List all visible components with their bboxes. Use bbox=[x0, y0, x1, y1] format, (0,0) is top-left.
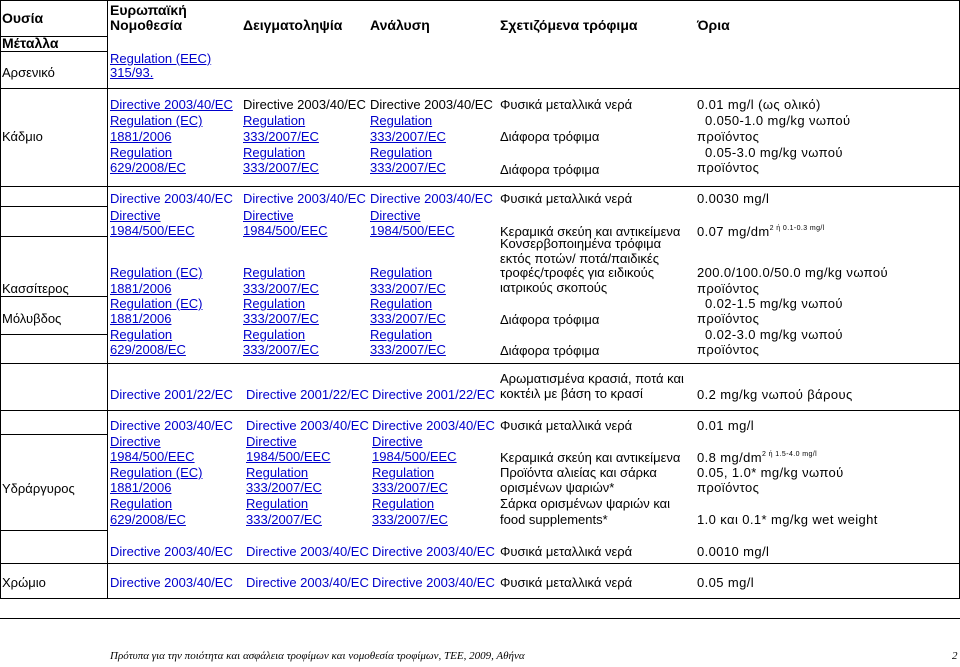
link-directive-number[interactable]: 1984/500/EEC bbox=[110, 449, 195, 464]
related-food: Κονσερβοποιημένα τρόφιμα bbox=[500, 236, 662, 251]
link-analysis-number[interactable]: 1984/500/EEC bbox=[372, 449, 457, 464]
related-food: Προϊόντα αλιείας και σάρκα bbox=[500, 465, 657, 480]
analysis-directive: Directive 2003/40/EC bbox=[370, 191, 493, 206]
limit-value: 0.02-3.0 mg/kg νωπού bbox=[705, 327, 843, 342]
substance-tin: Κασσίτερος bbox=[2, 281, 69, 296]
substance-chromium: Χρώμιο bbox=[2, 575, 46, 590]
grid-line bbox=[0, 88, 960, 89]
limit-value: 0.01 mg/l (ως ολικό) bbox=[697, 97, 821, 112]
link-regulation-number[interactable]: 629/2008/EC bbox=[110, 512, 186, 527]
limit-value: 0.050-1.0 mg/kg νωπού bbox=[705, 113, 851, 128]
substance-mercury: Υδράργυρος bbox=[2, 481, 75, 496]
link-analysis-number[interactable]: 333/2007/EC bbox=[372, 512, 448, 527]
link-analysis-number[interactable]: 1984/500/EEC bbox=[370, 223, 455, 238]
sampling-directive: Directive 2003/40/EC bbox=[246, 544, 369, 559]
link-sampling[interactable]: Regulation bbox=[246, 496, 309, 511]
sampling-directive: Directive 2003/40/EC bbox=[243, 97, 366, 112]
limit-unit: προϊόντος bbox=[697, 342, 760, 357]
related-food: Φυσικά μεταλλικά νερά bbox=[500, 418, 633, 433]
related-food: Διάφορα τρόφιμα bbox=[500, 312, 600, 327]
link-analysis-number[interactable]: 333/2007/EC bbox=[370, 311, 446, 326]
link-analysis-number[interactable]: 333/2007/EC bbox=[370, 342, 446, 357]
limit-value: 0.02-1.5 mg/kg νωπού bbox=[705, 296, 843, 311]
grid-line bbox=[0, 563, 960, 564]
analysis-directive: Directive 2003/40/EC bbox=[370, 97, 493, 112]
grid-line bbox=[0, 334, 107, 335]
related-food: τροφές/τροφές για ειδικούς bbox=[500, 265, 654, 280]
directive-text: Directive 2003/40/EC bbox=[110, 544, 233, 559]
link-sampling-number[interactable]: 333/2007/EC bbox=[243, 160, 319, 175]
link-regulation[interactable]: Regulation (EC) bbox=[110, 113, 203, 128]
link-directive[interactable]: Directive bbox=[110, 434, 161, 449]
limit-value: 0.05-3.0 mg/kg νωπού bbox=[705, 145, 843, 160]
directive-text: Directive 2001/22/EC bbox=[110, 387, 233, 402]
link-analysis-number[interactable]: 333/2007/EC bbox=[370, 129, 446, 144]
related-food: Διάφορα τρόφιμα bbox=[500, 343, 600, 358]
limit-value: 0.2 mg/kg νωπού βάρους bbox=[697, 387, 853, 402]
link-sampling-number[interactable]: 333/2007/EC bbox=[243, 342, 319, 357]
analysis-directive: Directive 2003/40/EC bbox=[372, 575, 495, 590]
sampling-directive: Directive 2003/40/EC bbox=[246, 575, 369, 590]
link-directive[interactable]: Directive bbox=[110, 208, 161, 223]
related-food: Φυσικά μεταλλικά νερά bbox=[500, 97, 633, 112]
limit-unit: προϊόντος bbox=[697, 480, 760, 495]
grid-line bbox=[107, 0, 108, 599]
limit-unit: προϊόντος bbox=[697, 281, 760, 296]
link-regulation[interactable]: Regulation bbox=[110, 496, 173, 511]
link-regulation[interactable]: Regulation bbox=[110, 145, 173, 160]
link-regulation-number[interactable]: 629/2008/EC bbox=[110, 160, 186, 175]
link-regulation-number[interactable]: 1881/2006 bbox=[110, 480, 172, 495]
analysis-directive: Directive 2003/40/EC bbox=[372, 544, 495, 559]
header-legislation-1: Ευρωπαϊκή bbox=[110, 2, 187, 18]
related-food: Σάρκα ορισμένων ψαριών και bbox=[500, 496, 671, 511]
link-sampling[interactable]: Regulation bbox=[243, 296, 306, 311]
link-regulation[interactable]: Regulation (EC) bbox=[110, 265, 203, 280]
substance-lead: Μόλυβδος bbox=[2, 311, 62, 326]
link-analysis-number[interactable]: 333/2007/EC bbox=[370, 281, 446, 296]
analysis-directive: Directive 2003/40/EC bbox=[372, 418, 495, 433]
link-sampling-number[interactable]: 333/2007/EC bbox=[243, 129, 319, 144]
related-food: Κεραμικά σκεύη και αντικείμενα bbox=[500, 224, 681, 239]
header-legislation-2: Νομοθεσία bbox=[110, 17, 183, 33]
header-analysis: Ανάλυση bbox=[370, 17, 430, 33]
page-footer: Πρότυπα για την ποιότητα και ασφάλεια τροφίμων και νομοθεσία τροφίμων, ΤΕΕ, 2009, Αθήνα bbox=[110, 650, 525, 662]
link-regulation-number[interactable]: 629/2008/EC bbox=[110, 342, 186, 357]
header-sampling: Δειγματοληψία bbox=[243, 17, 343, 33]
limit-value: 0.05, 1.0* mg/kg νωπού bbox=[697, 465, 844, 480]
link-regulation-number[interactable]: 1881/2006 bbox=[110, 281, 172, 296]
grid-line bbox=[0, 434, 107, 435]
link-sampling-number[interactable]: 333/2007/EC bbox=[243, 311, 319, 326]
substance-cadmium: Κάδμιο bbox=[2, 129, 43, 144]
link-regulation-number[interactable]: 315/93. bbox=[110, 65, 154, 80]
link-sampling-number[interactable]: 1984/500/EEC bbox=[243, 223, 328, 238]
link-sampling-number[interactable]: 1984/500/EEC bbox=[246, 449, 331, 464]
sampling-directive: Directive 2001/22/EC bbox=[246, 387, 369, 402]
link-analysis[interactable]: Regulation bbox=[372, 496, 435, 511]
grid-line bbox=[0, 236, 107, 237]
footer-rule bbox=[0, 618, 960, 619]
limit-unit: προϊόντος bbox=[697, 160, 760, 175]
limit-value: 0.0030 mg/l bbox=[697, 191, 770, 206]
grid-line bbox=[0, 0, 960, 1]
link-regulation[interactable]: Regulation bbox=[110, 327, 173, 342]
link-regulation-number[interactable]: 1881/2006 bbox=[110, 311, 172, 326]
header-related-foods: Σχετιζόμενα τρόφιμα bbox=[500, 17, 638, 33]
link-sampling-number[interactable]: 333/2007/EC bbox=[246, 480, 322, 495]
limit-value: 0.01 mg/l bbox=[697, 418, 755, 433]
link-analysis[interactable]: Directive bbox=[370, 208, 421, 223]
substance-arsenic: Αρσενικό bbox=[2, 65, 55, 80]
link-regulation[interactable]: Regulation (EC) bbox=[110, 465, 203, 480]
link-directive[interactable]: Directive 2003/40/EC bbox=[110, 97, 233, 112]
grid-line bbox=[0, 206, 107, 207]
link-analysis[interactable]: Regulation bbox=[370, 113, 433, 128]
link-analysis[interactable]: Regulation bbox=[370, 296, 433, 311]
grid-line bbox=[0, 410, 960, 411]
related-food: ιατρικούς σκοπούς bbox=[500, 280, 608, 295]
link-sampling[interactable]: Regulation bbox=[243, 327, 306, 342]
grid-line bbox=[0, 51, 107, 52]
link-regulation[interactable]: Regulation (EEC) bbox=[110, 51, 212, 66]
limit-value: 0.0010 mg/l bbox=[697, 544, 770, 559]
sampling-directive: Directive 2003/40/EC bbox=[243, 191, 366, 206]
grid-line bbox=[0, 598, 960, 599]
related-food: Κεραμικά σκεύη και αντικείμενα bbox=[500, 450, 681, 465]
related-food: food supplements* bbox=[500, 512, 608, 527]
link-sampling-number[interactable]: 333/2007/EC bbox=[246, 512, 322, 527]
link-analysis-number[interactable]: 333/2007/EC bbox=[372, 480, 448, 495]
limit-unit: προϊόντος bbox=[697, 129, 760, 144]
grid-line bbox=[0, 363, 960, 364]
grid-line bbox=[0, 0, 1, 599]
link-sampling[interactable]: Regulation bbox=[243, 265, 306, 280]
directive-text: Directive 2003/40/EC bbox=[110, 575, 233, 590]
link-analysis[interactable]: Regulation bbox=[370, 145, 433, 160]
analysis-directive: Directive 2001/22/EC bbox=[372, 387, 495, 402]
limit-value: 1.0 και 0.1* mg/kg wet weight bbox=[697, 512, 878, 527]
directive-text: Directive 2003/40/EC bbox=[110, 418, 233, 433]
header-substance: Ουσία bbox=[2, 10, 44, 26]
related-food: Διάφορα τρόφιμα bbox=[500, 162, 600, 177]
link-regulation-number[interactable]: 1881/2006 bbox=[110, 129, 172, 144]
link-analysis[interactable]: Regulation bbox=[372, 465, 435, 480]
limit-value: 0.07 $mg/dm^{2 ή 0.1-0.3 mg/l}$ bbox=[697, 224, 825, 239]
grid-line bbox=[0, 530, 107, 531]
link-regulation[interactable]: Regulation (EC) bbox=[110, 296, 203, 311]
link-sampling[interactable]: Directive bbox=[246, 434, 297, 449]
grid-line bbox=[0, 296, 107, 297]
related-food: κοκτέιλ με βάση το κρασί bbox=[500, 386, 643, 401]
page-number: 2 bbox=[952, 650, 958, 662]
related-food: Φυσικά μεταλλικά νερά bbox=[500, 191, 633, 206]
link-analysis-number[interactable]: 333/2007/EC bbox=[370, 160, 446, 175]
limit-value: 0.8 $mg/dm^{2 ή 1.5-4.0 mg/l}$ bbox=[697, 450, 818, 465]
header-limits: Όρια bbox=[697, 17, 730, 33]
limit-value: 200.0/100.0/50.0 mg/kg νωπού bbox=[697, 265, 889, 280]
limit-unit: προϊόντος bbox=[697, 311, 760, 326]
link-sampling[interactable]: Regulation bbox=[243, 145, 306, 160]
related-food: Φυσικά μεταλλικά νερά bbox=[500, 575, 633, 590]
link-sampling[interactable]: Regulation bbox=[246, 465, 309, 480]
related-food: Φυσικά μεταλλικά νερά bbox=[500, 544, 633, 559]
link-directive-number[interactable]: 1984/500/EEC bbox=[110, 223, 195, 238]
limit-value: 0.05 mg/l bbox=[697, 575, 755, 590]
related-food: Διάφορα τρόφιμα bbox=[500, 129, 600, 144]
link-analysis[interactable]: Regulation bbox=[370, 327, 433, 342]
link-analysis[interactable]: Directive bbox=[372, 434, 423, 449]
related-food: Αρωματισμένα κρασιά, ποτά και bbox=[500, 371, 684, 386]
link-analysis[interactable]: Regulation bbox=[370, 265, 433, 280]
link-sampling-number[interactable]: 333/2007/EC bbox=[243, 281, 319, 296]
grid-line bbox=[0, 186, 960, 187]
link-sampling[interactable]: Directive bbox=[243, 208, 294, 223]
sampling-directive: Directive 2003/40/EC bbox=[246, 418, 369, 433]
directive-text: Directive 2003/40/EC bbox=[110, 191, 233, 206]
related-food: εκτός ποτών/ ποτά/παιδικές bbox=[500, 251, 659, 266]
related-food: ορισμένων ψαριών* bbox=[500, 480, 615, 495]
link-sampling[interactable]: Regulation bbox=[243, 113, 306, 128]
header-metals: Μέταλλα bbox=[2, 35, 59, 51]
